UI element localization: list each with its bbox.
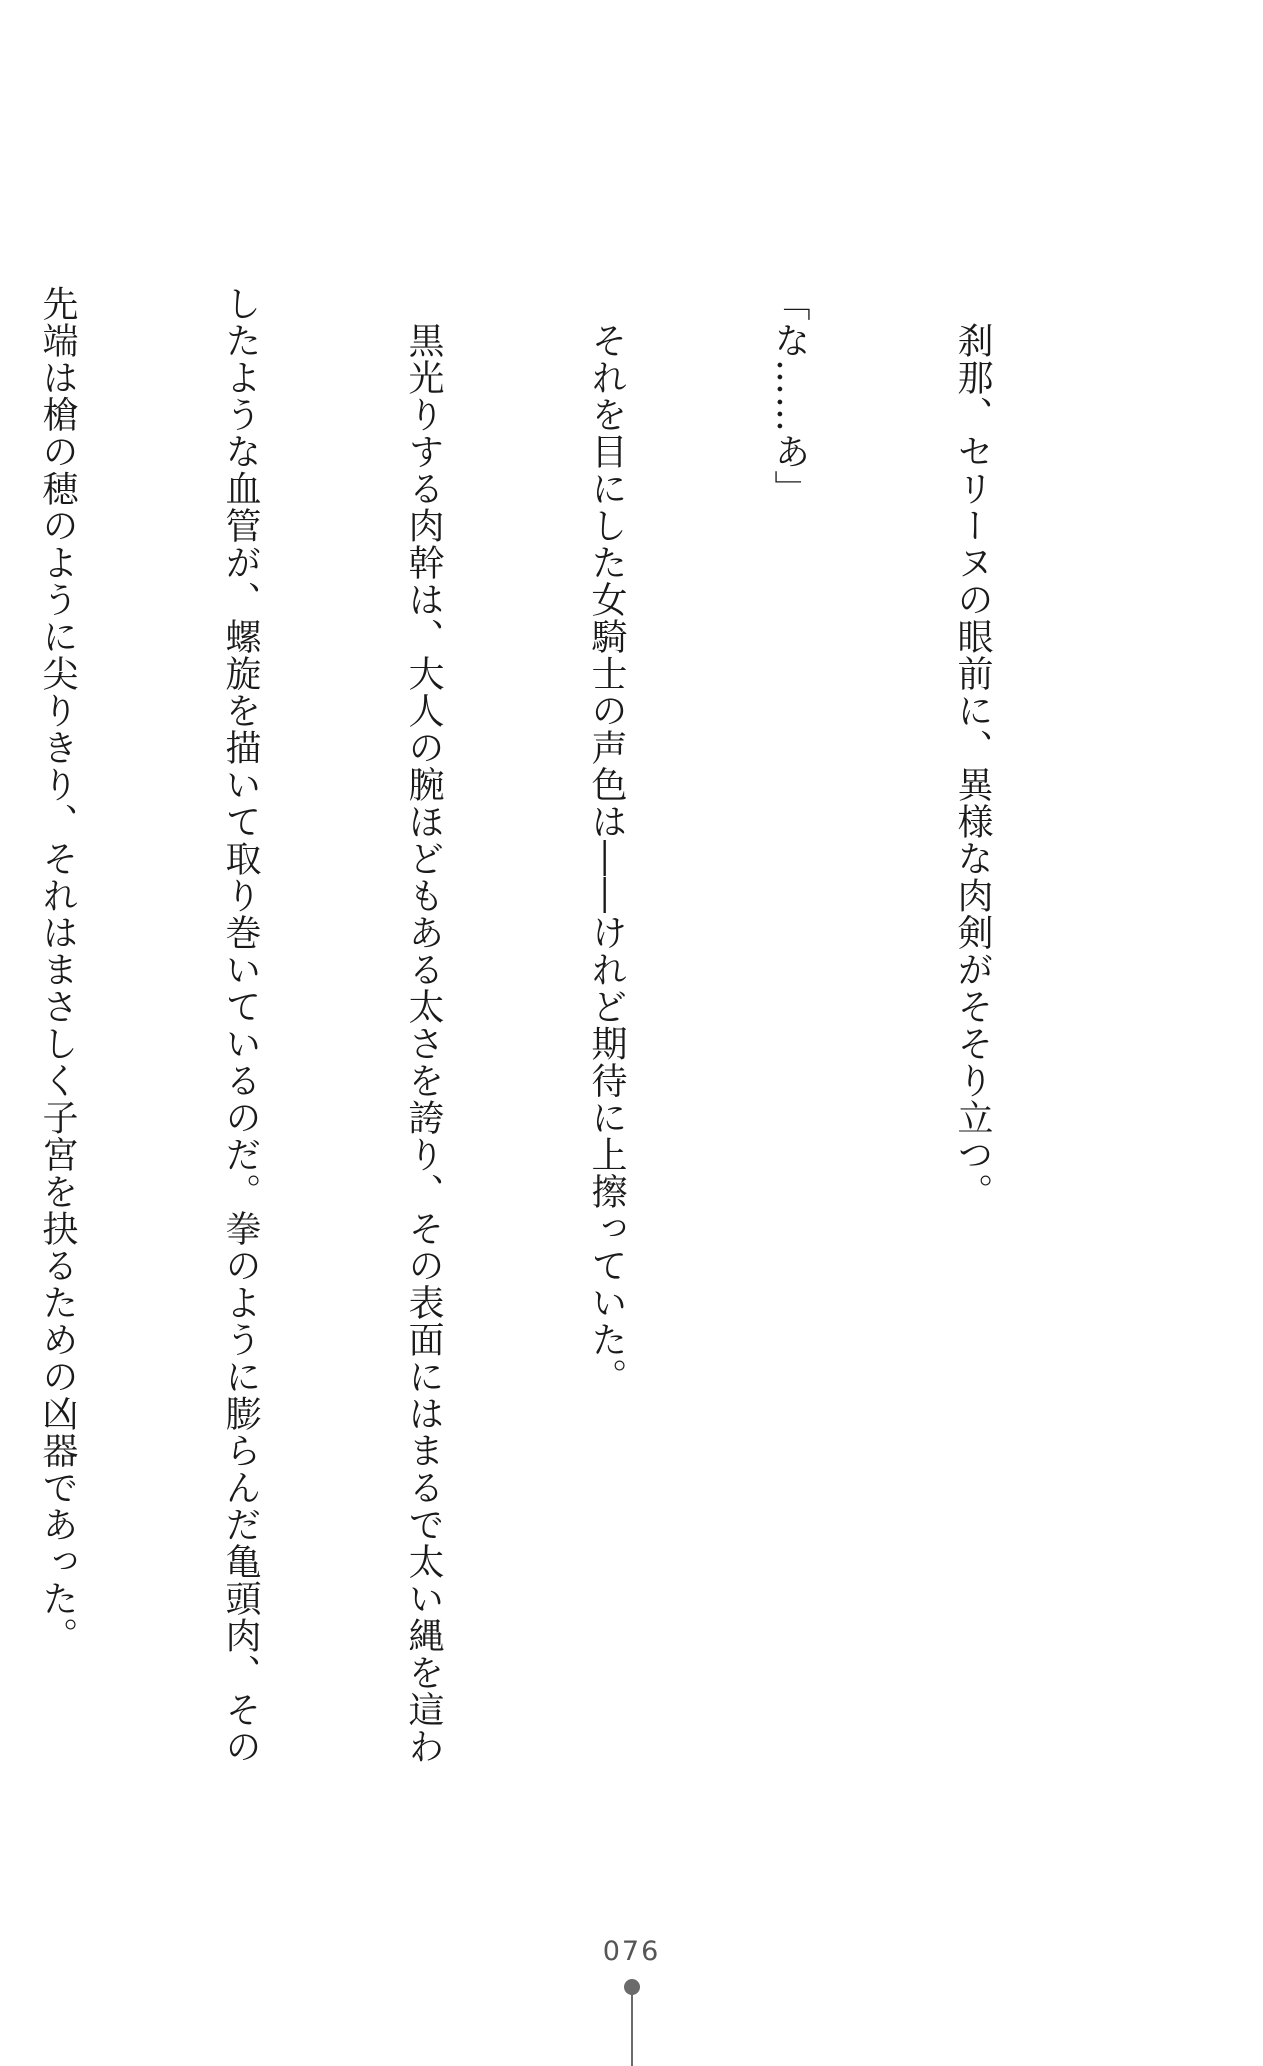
- body-text: [37, 285, 1125, 1765]
- text-line: したような血管が、螺旋を描いて取り巻いているのだ。拳のように膨らんだ亀頭肉、その: [220, 285, 261, 1765]
- page-number: 076: [602, 1936, 661, 1967]
- text-line: 「な……あ」: [769, 285, 810, 507]
- page-marker-icon: [617, 1978, 647, 2066]
- text-line: それを目にした女騎士の声色は――けれど期待に上擦っていた。: [586, 285, 627, 1395]
- text-line: 黒光りする肉幹は、大人の腕ほどもある太さを誇り、その表面にはまるで太い縄を這わ: [403, 285, 444, 1765]
- text-line: 先端は槍の穂のように尖りきり、それはまさしく子宮を抉るための凶器であった。: [37, 285, 78, 1654]
- text-line: 刹那、セリーヌの眼前に、異様な肉剣がそそり立つ。: [952, 285, 993, 1210]
